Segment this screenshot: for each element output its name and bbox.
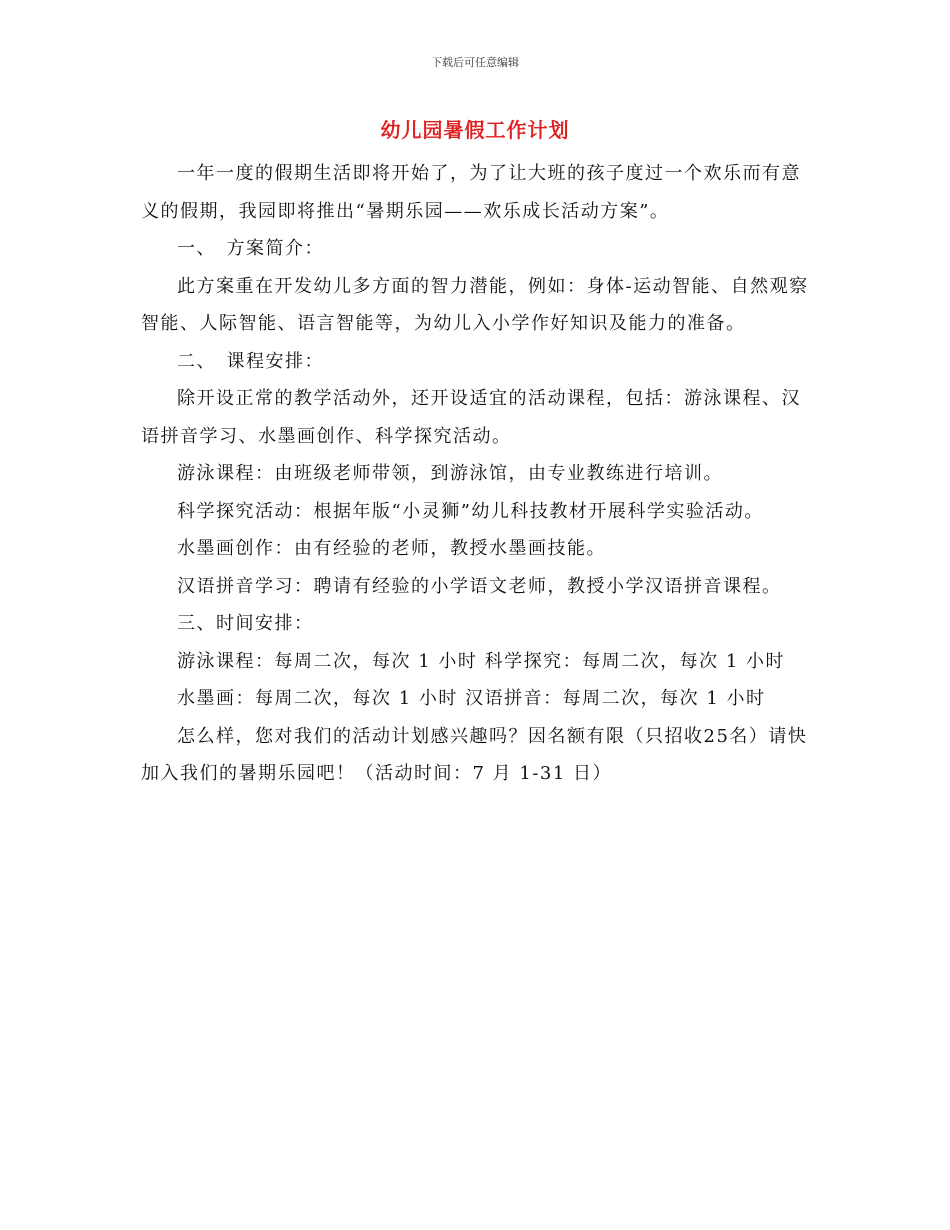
section-heading-schedule: 三、时间安排： — [177, 613, 314, 634]
swimming-course-paragraph: 游泳课程：由班级老师带领，到游泳馆，由专业教练进行培训。 — [177, 463, 723, 484]
intro-paragraph: 一年一度的假期生活即将开始了，为了让大班的孩子度过一个欢乐而有意义的假期，我园即将推出“暑期乐园——欢乐成长活动方案”。 — [141, 163, 801, 222]
section-heading-overview: 一、 方案简介： — [177, 238, 324, 259]
science-activity-paragraph: 科学探究活动：根据年版“小灵狮”幼儿科技教材开展科学实验活动。 — [177, 500, 764, 522]
document-title: 幼儿园暑假工作计划 — [380, 118, 570, 142]
section-heading-courses: 二、 课程安排： — [177, 350, 324, 372]
pinyin-course-paragraph: 汉语拼音学习：聘请有经验的小学语文老师，教授小学汉语拼音课程。 — [177, 575, 782, 597]
courses-paragraph: 除开设正常的教学活动外，还开设适宜的活动课程，包括：游泳课程、汉语拼音学习、水墨画创作、科学探究活动。 — [141, 388, 801, 447]
ink-painting-paragraph: 水墨画创作：由有经验的老师，教授水墨画技能。 — [177, 538, 606, 559]
document-body — [141, 155, 809, 793]
schedule-line-2: 水墨画：每周二次，每次 1 小时 汉语拼音：每周二次，每次 1 小时 — [177, 688, 766, 709]
header-note: 下载后可任意编辑 — [431, 56, 519, 69]
schedule-line-1: 游泳课程：每周二次，每次 1 小时 科学探究：每周二次，每次 1 小时 — [177, 650, 786, 672]
closing-paragraph: 怎么样，您对我们的活动计划感兴趣吗？因名额有限（只招收25名）请快加入我们的暑期乐园吧！（活动时间：7 月 1-31 日） — [141, 725, 808, 784]
overview-paragraph: 此方案重在开发幼儿多方面的智力潜能，例如：身体-运动智能、自然观察智能、人际智能、语言智能等，为幼儿入小学作好知识及能力的准备。 — [141, 275, 809, 334]
